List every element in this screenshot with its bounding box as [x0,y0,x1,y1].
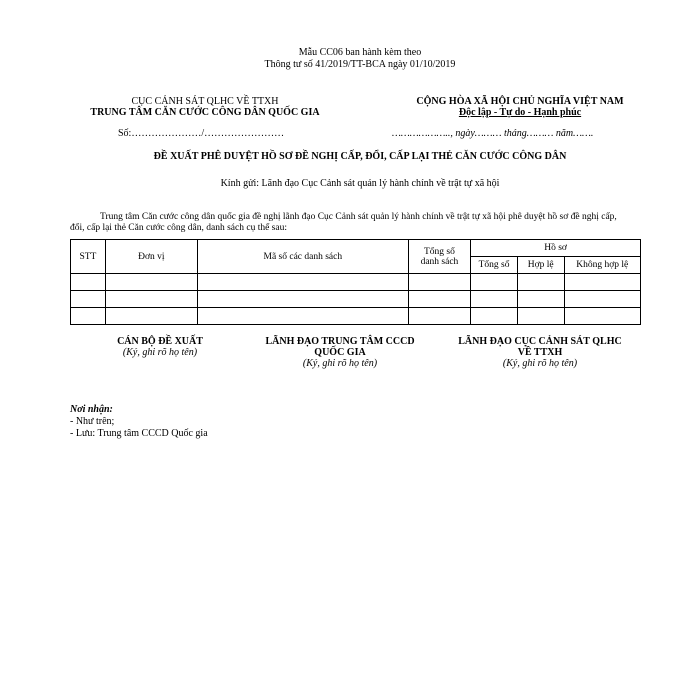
table-cell [408,274,471,291]
dept-leader-note: (Ký, ghi rõ họ tên) [502,358,578,369]
header-stt: STT [71,240,106,274]
addressee: Kính gửi: Lãnh đạo Cục Cảnh sát quản lý hành chính về trật tự xã hội [220,178,500,189]
table-cell [105,308,197,325]
proposer-note: (Ký, ghi rõ họ tên) [122,347,198,358]
table-row [71,291,641,308]
table-cell [408,308,471,325]
table-cell [517,274,564,291]
table-cell [517,291,564,308]
table-cell [471,308,518,325]
proposer-title: CÁN BỘ ĐỀ XUẤT [117,336,203,347]
header-records-valid: Hợp lệ [517,257,564,274]
header-records-invalid: Không hợp lệ [564,257,640,274]
header-unit: Đơn vị [105,240,197,274]
agency-name: CỤC CẢNH SÁT QLHC VỀ TTXH [131,96,279,107]
table-cell [197,291,408,308]
date-line: ……………….., ngày……… tháng……… năm……. [392,128,594,139]
table-cell [71,291,106,308]
header-records-total: Tổng số [471,257,518,274]
table-cell [105,291,197,308]
table-cell [408,291,471,308]
recipient-item: - Lưu: Trung tâm CCCD Quốc gia [70,428,208,439]
header-list-code: Mã số các danh sách [197,240,408,274]
table-cell [564,291,640,308]
center-leader-note: (Ký, ghi rõ họ tên) [302,358,378,369]
recipients-heading: Nơi nhận: [70,404,113,415]
table-cell [471,274,518,291]
table-row [71,274,641,291]
table-cell [517,308,564,325]
recipient-item: - Như trên; [70,416,115,427]
table-cell [105,274,197,291]
table-cell [564,308,640,325]
header-records: Hồ sơ [471,240,641,257]
body-line-2: đổi, cấp lại thẻ Căn cước công dân, danh sách cụ thể sau: [70,223,287,233]
table-cell [197,308,408,325]
header-total-lists [408,240,471,274]
table-cell [564,274,640,291]
center-leader-title-1: LÃNH ĐẠO TRUNG TÂM CCCD [265,336,415,347]
dept-leader-title-1: LÃNH ĐẠO CỤC CẢNH SÁT QLHC [458,336,622,347]
form-reference: Mẫu CC06 ban hành kèm theo [298,47,422,58]
circular-reference: Thông tư số 41/2019/TT-BCA ngày 01/10/2019 [264,59,456,70]
country-name: CỘNG HÒA XÃ HỘI CHỦ NGHĨA VIỆT NAM [416,96,624,107]
motto-text: Độc lập - Tự do - Hạnh phúc [458,107,582,118]
national-motto [370,107,670,119]
header-total-lists-line2: danh sách [420,256,459,267]
document-number: Số:…………………/…………………… [118,128,285,139]
table-cell [71,308,106,325]
unit-name: TRUNG TÂM CĂN CƯỚC CÔNG DÂN QUỐC GIA [90,107,320,118]
document-title: ĐỀ XUẤT PHÊ DUYỆT HỒ SƠ ĐỀ NGHỊ CẤP, ĐỔI, CẤP LẠI THẺ CĂN CƯỚC CÔNG DÂN [153,151,567,162]
header-total-lists-line1: Tổng số [424,246,455,257]
table-cell [471,291,518,308]
body-line-1: Trung tâm Căn cước công dân quốc gia đề nghị lãnh đạo Cục Cảnh sát quản lý hành chính về trật tự xã hội phê duyệt hồ sơ đề nghị cấp, [100,212,617,222]
dept-leader-title-2: VỀ TTXH [517,347,563,358]
table-row [71,308,641,325]
table-cell [197,274,408,291]
records-table [70,239,641,325]
center-leader-title-2: QUỐC GIA [314,347,366,358]
table-cell [71,274,106,291]
